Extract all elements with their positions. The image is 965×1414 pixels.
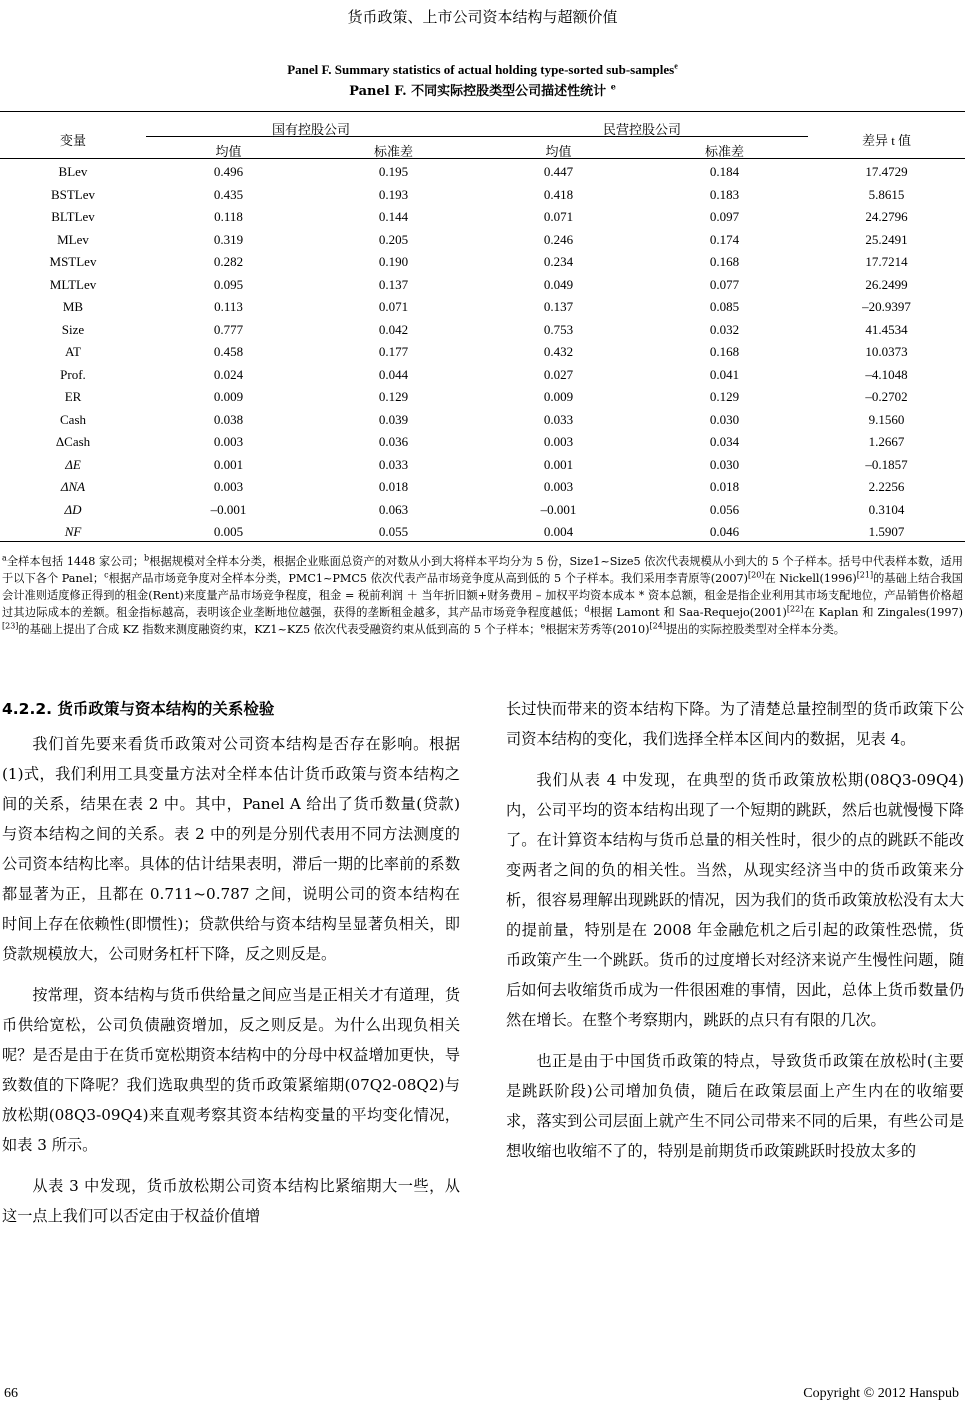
header-std-1: 标准差 — [373, 143, 413, 159]
cell-std-private: 0.041 — [709, 366, 740, 382]
ref-21: [21] — [856, 570, 874, 580]
cell-std-private: 0.168 — [709, 344, 740, 360]
cell-std-private: 0.018 — [709, 479, 740, 495]
table-row — [0, 476, 965, 499]
cell-variable: NF — [64, 524, 82, 540]
cell-variable: ΔE — [65, 456, 81, 472]
note-c1: 根据产品市场竞争度对全样本分类，PMC1~PMC5 依次代表产品市场竞争度从高到低的 5 个子样本。我们采用李青原等(2007) — [108, 572, 748, 585]
cell-mean-private: 0.009 — [543, 389, 574, 405]
cell-std-private: 0.174 — [709, 231, 740, 247]
cell-mean-private: 0.027 — [543, 366, 574, 382]
cell-std-private: 0.030 — [709, 411, 740, 427]
cell-diff-t: –0.1857 — [865, 456, 908, 472]
cell-std-state: 0.137 — [378, 276, 409, 292]
note-e1: 根据宋芳秀等(2010) — [545, 623, 650, 636]
table-row — [0, 251, 965, 274]
cell-mean-private: –0.001 — [540, 501, 577, 517]
cell-mean-private: 0.234 — [543, 254, 574, 270]
cell-std-state: 0.063 — [378, 501, 409, 517]
cell-diff-t: 1.2667 — [868, 434, 905, 450]
cell-mean-state: 0.118 — [214, 209, 243, 225]
cell-diff-t: 17.4729 — [865, 164, 908, 180]
cell-mean-private: 0.001 — [543, 456, 574, 472]
cell-mean-private: 0.049 — [543, 276, 574, 292]
cell-variable: MLTLev — [49, 276, 97, 292]
table-row — [0, 296, 965, 319]
table-row — [0, 274, 965, 297]
cell-std-private: 0.129 — [709, 389, 740, 405]
cell-std-private: 0.085 — [709, 299, 740, 315]
cell-diff-t: 0.3104 — [868, 501, 905, 517]
table-row — [0, 319, 965, 342]
cell-mean-private: 0.418 — [543, 186, 574, 202]
body-paragraph: 长过快而带来的资本结构下降。为了清楚总量控制型的货币政策下公司资本结构的变化，我们选择全样本区间内的数据，见表 4。 — [506, 700, 964, 748]
cell-mean-state: 0.003 — [213, 479, 244, 495]
cell-mean-private: 0.003 — [543, 479, 574, 495]
cell-mean-state: 0.458 — [213, 344, 244, 360]
cell-diff-t: 10.0373 — [865, 344, 908, 360]
cell-variable: ΔNA — [60, 479, 86, 495]
cell-diff-t: 25.2491 — [865, 231, 908, 247]
cell-variable: MLev — [57, 231, 89, 247]
cell-std-state: 0.129 — [378, 389, 409, 405]
cell-std-private: 0.056 — [709, 501, 740, 517]
cell-std-private: 0.046 — [709, 524, 740, 540]
cell-mean-state: 0.777 — [213, 321, 244, 337]
note-sup-a: a — [2, 553, 7, 563]
body-column-right — [506, 694, 964, 1177]
note-sup-c: c — [104, 570, 109, 580]
panel-title-cn — [0, 80, 965, 99]
header-mean-2: 均值 — [545, 143, 572, 159]
summary-statistics-table — [0, 117, 965, 544]
table-row — [0, 431, 965, 454]
header-diff-t: 差异 t 值 — [861, 132, 912, 148]
body-paragraph: 也正是由于中国货币政策的特点，导致货币政策在放松时(主要是跳跃阶段)公司增加负债，随后在政策层面上产生内在的收缩要求，落实到公司层面上就产生不同公司带来不同的后果，有些公司是想收缩也收缩不了的，特别是前期货币政策跳跃时投放太多的 — [506, 1052, 964, 1160]
table-row — [0, 521, 965, 544]
cell-diff-t: 17.7214 — [865, 254, 908, 270]
note-b: 根据规模对全样本分类，根据企业账面总资产的对数从小到大将样本平均分为 5 份，Size1~Size5 依次代表规模从小到大的 5 个子样本。括号中代表样本数，适用于以下各个 Panel； — [2, 555, 963, 585]
cell-std-private: 0.184 — [709, 164, 740, 180]
page-number: 66 — [4, 1386, 18, 1401]
cell-std-state: 0.195 — [378, 164, 409, 180]
table-row — [0, 386, 965, 409]
note-d2: 在 Kaplan 和 Zingales(1997) — [803, 606, 963, 619]
cell-variable: AT — [65, 344, 81, 360]
cell-diff-t: 1.5907 — [868, 524, 905, 540]
cell-mean-private: 0.004 — [543, 524, 574, 540]
cell-diff-t: 24.2796 — [865, 209, 908, 225]
table-row — [0, 454, 965, 477]
table-row — [0, 229, 965, 252]
cell-mean-state: 0.113 — [214, 299, 243, 315]
body-column-left — [2, 694, 460, 1242]
section-heading: 4.2.2. 货币政策与资本结构的关系检验 — [2, 700, 275, 718]
header-variable: 变量 — [59, 132, 86, 148]
table-body — [0, 161, 965, 544]
cell-std-state: 0.036 — [378, 434, 409, 450]
ref-22: [22] — [786, 604, 804, 614]
cell-mean-state: 0.005 — [213, 524, 244, 540]
cell-variable: Cash — [60, 411, 86, 427]
cell-mean-state: 0.009 — [213, 389, 244, 405]
cell-std-private: 0.032 — [709, 321, 740, 337]
panel-title-cn-sup: e — [610, 81, 616, 92]
ref-23: [23] — [2, 621, 19, 631]
cell-mean-state: 0.435 — [213, 186, 244, 202]
cell-std-state: 0.039 — [378, 411, 409, 427]
panel-title-cn-text: Panel F. 不同实际控股类型公司描述性统计 — [349, 84, 607, 99]
header-state-owned: 国有控股公司 — [271, 121, 350, 137]
cell-mean-private: 0.432 — [543, 344, 574, 360]
ref-20: [20] — [747, 570, 765, 580]
cell-variable: Prof. — [60, 366, 86, 382]
table-row — [0, 184, 965, 207]
cell-std-private: 0.030 — [709, 456, 740, 472]
cell-variable: MB — [62, 299, 84, 315]
cell-diff-t: 5.8615 — [868, 186, 905, 202]
cell-mean-state: 0.024 — [213, 366, 244, 382]
cell-mean-state: 0.319 — [213, 231, 244, 247]
panel-title-en — [0, 62, 965, 78]
cell-std-state: 0.044 — [378, 366, 409, 382]
cell-std-state: 0.055 — [378, 524, 409, 540]
table-notes — [2, 553, 963, 638]
note-sup-e: e — [540, 621, 546, 631]
cell-std-state: 0.144 — [378, 209, 409, 225]
cell-diff-t: 41.4534 — [865, 321, 908, 337]
cell-mean-state: –0.001 — [210, 501, 247, 517]
table-row — [0, 206, 965, 229]
cell-variable: MSTLev — [49, 254, 97, 270]
cell-mean-state: 0.003 — [213, 434, 244, 450]
note-sup-d: d — [584, 604, 590, 614]
cell-std-state: 0.071 — [378, 299, 409, 315]
cell-std-private: 0.077 — [709, 276, 740, 292]
ref-24: [24] — [649, 621, 666, 631]
cell-std-state: 0.033 — [378, 456, 409, 472]
cell-std-state: 0.205 — [378, 231, 409, 247]
cell-mean-private: 0.003 — [543, 434, 574, 450]
cell-std-state: 0.042 — [378, 321, 409, 337]
cell-diff-t: 9.1560 — [868, 411, 905, 427]
table-row — [0, 161, 965, 184]
note-sup-b: b — [144, 553, 150, 563]
cell-std-private: 0.168 — [709, 254, 740, 270]
cell-mean-private: 0.447 — [543, 164, 574, 180]
cell-std-private: 0.034 — [709, 434, 740, 450]
note-c2: 在 Nickell(1996) — [764, 572, 857, 585]
cell-variable: ΔD — [64, 501, 82, 517]
table-row — [0, 364, 965, 387]
copyright-notice: Copyright © 2012 Hanspub — [803, 1386, 959, 1401]
header-mean-1: 均值 — [215, 143, 242, 159]
cell-mean-state: 0.038 — [213, 411, 244, 427]
cell-variable: ΔCash — [55, 434, 91, 450]
body-paragraph: 从表 3 中发现，货币放松期公司资本结构比紧缩期大一些，从这一点上我们可以否定由于权益价值增 — [2, 1177, 460, 1225]
body-paragraph: 我们从表 4 中发现，在典型的货币政策放松期(08Q3-09Q4)内，公司平均的资本结构出现了一个短期的跳跃，然后也就慢慢下降了。在计算资本结构与货币总量的相关性时，很少的点的跳跃不能改变两者之间的负的相关性。当然，从现实经济当中的货币政策来分析，很容易理解出现跳跃的情况，因为我们的货币政策放松没有太大的提前量，特别是在 2008 年金融危机之后引起的政策性恐慌，货币政策产生一个跳跃。货币的过度增长对经济来说产生慢性问题，随后如何去收缩货币成为一件很困难的事情，因此，总体上货币数量仍然在增长。在整个考察期内，跳跃的点只有有限的几次。 — [506, 771, 964, 1029]
cell-mean-state: 0.095 — [213, 276, 244, 292]
body-paragraph: 按常理，资本结构与货币供给量之间应当是正相关才有道理，货币供给宽松，公司负债融资增加，反之则反是。为什么出现负相关呢？是否是由于在货币宽松期资本结构中的分母中权益增加更快，导致数值的下降呢？我们选取典型的货币政策紧缩期(07Q2-08Q2)与放松期(08Q3-09Q4)来直观考察其资本结构变量的平均变化情况，如表 3 所示。 — [2, 986, 460, 1154]
cell-std-private: 0.097 — [709, 209, 740, 225]
cell-diff-t: –4.1048 — [865, 366, 908, 382]
note-d3: 的基础上提出了合成 KZ 指数来测度融资约束，KZ1~KZ5 依次代表受融资约束从低到高的 5 个子样本； — [18, 623, 541, 636]
cell-variable: BLev — [58, 164, 88, 180]
cell-std-state: 0.177 — [378, 344, 409, 360]
note-d1: 根据 Lamont 和 Saa-Requejo(2001) — [589, 606, 787, 619]
cell-mean-private: 0.246 — [543, 231, 574, 247]
header-private: 民营控股公司 — [602, 121, 681, 137]
cell-mean-state: 0.001 — [213, 456, 244, 472]
cell-mean-private: 0.137 — [543, 299, 574, 315]
header-std-2: 标准差 — [704, 143, 744, 159]
cell-std-state: 0.190 — [378, 254, 409, 270]
cell-mean-state: 0.282 — [213, 254, 244, 270]
cell-diff-t: 26.2499 — [865, 276, 908, 292]
cell-std-state: 0.193 — [378, 186, 409, 202]
panel-title-en-sup: e — [674, 61, 678, 71]
cell-diff-t: –20.9397 — [862, 299, 911, 315]
table-row — [0, 499, 965, 522]
cell-std-private: 0.183 — [709, 186, 740, 202]
cell-mean-state: 0.496 — [213, 164, 244, 180]
cell-mean-private: 0.753 — [543, 321, 574, 337]
cell-mean-private: 0.071 — [543, 209, 574, 225]
cell-diff-t: –0.2702 — [865, 389, 908, 405]
cell-variable: BLTLev — [51, 209, 95, 225]
cell-std-state: 0.018 — [378, 479, 409, 495]
panel-title-en-text: Panel F. Summary statistics of actual holding type-sorted sub-samples — [287, 62, 675, 77]
table-row — [0, 409, 965, 432]
cell-variable: ER — [64, 389, 82, 405]
cell-variable: Size — [61, 321, 85, 337]
note-e2: 提出的实际控股类型对全样本分类。 — [665, 623, 845, 636]
cell-diff-t: 2.2256 — [868, 479, 905, 495]
note-c3: 的基础上结合我国会计准则适度修正得到的租金(Rent)来度量产品市场竞争程度，租金 = 税前利润 ＋ 当年折旧额+财务费用 – 加权平均资本成本 * 资本总额，租金是指企业利用其市场支配地位，产品销售价格超过其边际成本的差额。租金指标越高，表明该企业垄断地位越强，获得的垄断租金越多，其产品市场竞争程度越低； — [2, 572, 963, 619]
cell-mean-private: 0.033 — [543, 411, 574, 427]
table-row — [0, 341, 965, 364]
body-paragraph: 我们首先要来看货币政策对公司资本结构是否存在影响。根据(1)式，我们利用工具变量方法对全样本估计货币政策与资本结构之间的关系，结果在表 2 中。其中，Panel A 给出了货币数量(贷款)与资本结构之间的关系。表 2 中的列是分别代表用不同方法测度的公司资本结构比率。具体的估计结果表明，滞后一期的比率前的系数都显著为正，且都在 0.711~0.787 之间，说明公司的资本结构在时间上存在依赖性(即惯性)；贷款供给与资本结构呈显著负相关，即贷款规模放大，公司财务杠杆下降，反之则反是。 — [2, 735, 460, 963]
cell-variable: BSTLev — [50, 186, 96, 202]
table-top-rule — [0, 111, 965, 112]
note-a: 全样本包括 1448 家公司； — [6, 555, 145, 568]
running-head: 货币政策、上市公司资本结构与超额价值 — [347, 8, 618, 26]
